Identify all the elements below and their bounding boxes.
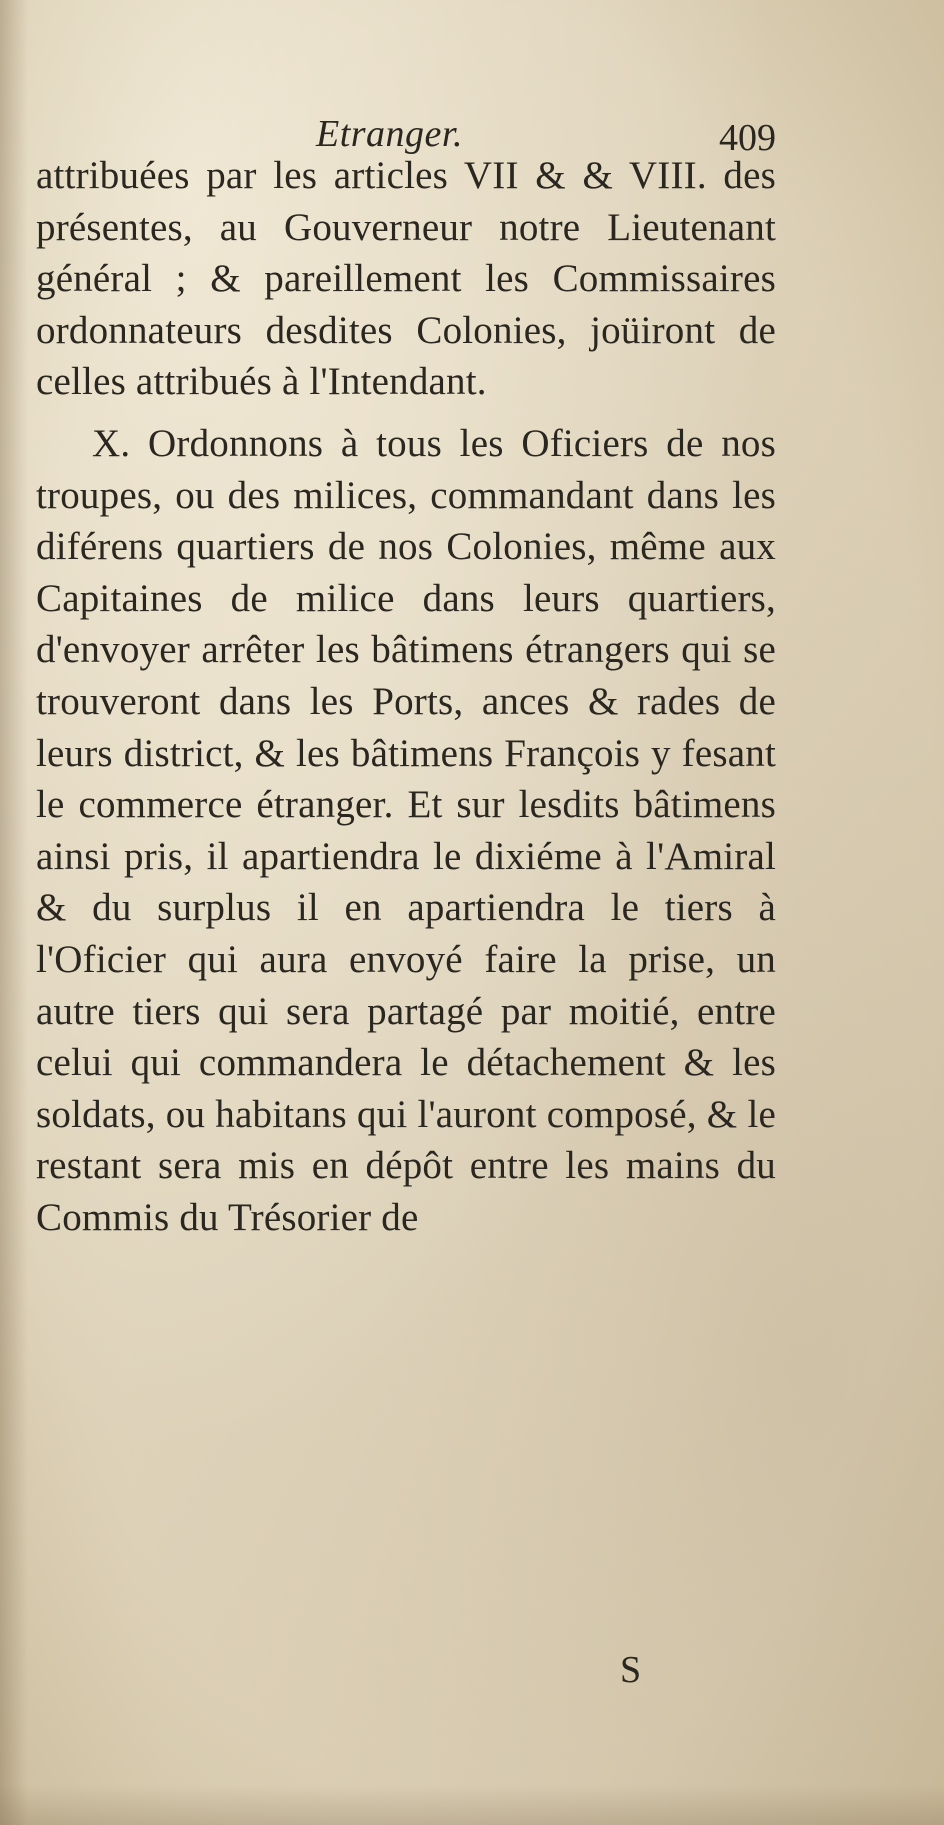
page-edge-shadow bbox=[0, 0, 28, 1825]
paragraph-article-x: X. Ordonnons à tous les Oficiers de nos troupes, ou des milices, commandant dans les diférens quartiers de nos Colonies, même aux Capitaines de milice dans leurs quartiers, d'envoyer arrêter les bâtimens étrangers qui se trouveront dans les Ports, ances & rades de leurs district, & les bâtimens François y fesant le commerce étranger. Et sur lesdits bâtimens ainsi pris, il apartiendra le dixiéme à l'Amiral & du surplus il en apartiendra le tiers à l'Oficier qui aura envoyé faire la prise, un autre tiers qui sera partagé par moitié, entre celui qui commandera le détachement & les soldats, ou habitans qui l'auront composé, & le restant sera mis en dépôt entre les mains du Commis du Trésorier de bbox=[36, 421, 776, 1239]
page-bottom-shadow bbox=[0, 1785, 944, 1825]
paragraph-continuation: attribuées par les articles VII & & VIII. des présentes, au Gouverneur notre Lieutenant général ; & pareillement les Commissaires ordonnateurs desdites Colonies, joüiront de celles attribués à l'Intendant. bbox=[36, 154, 776, 404]
signature-mark: S bbox=[620, 1649, 642, 1691]
page-number: 409 bbox=[719, 117, 776, 159]
running-title: Etranger. bbox=[316, 113, 463, 155]
body-text bbox=[36, 150, 776, 1243]
